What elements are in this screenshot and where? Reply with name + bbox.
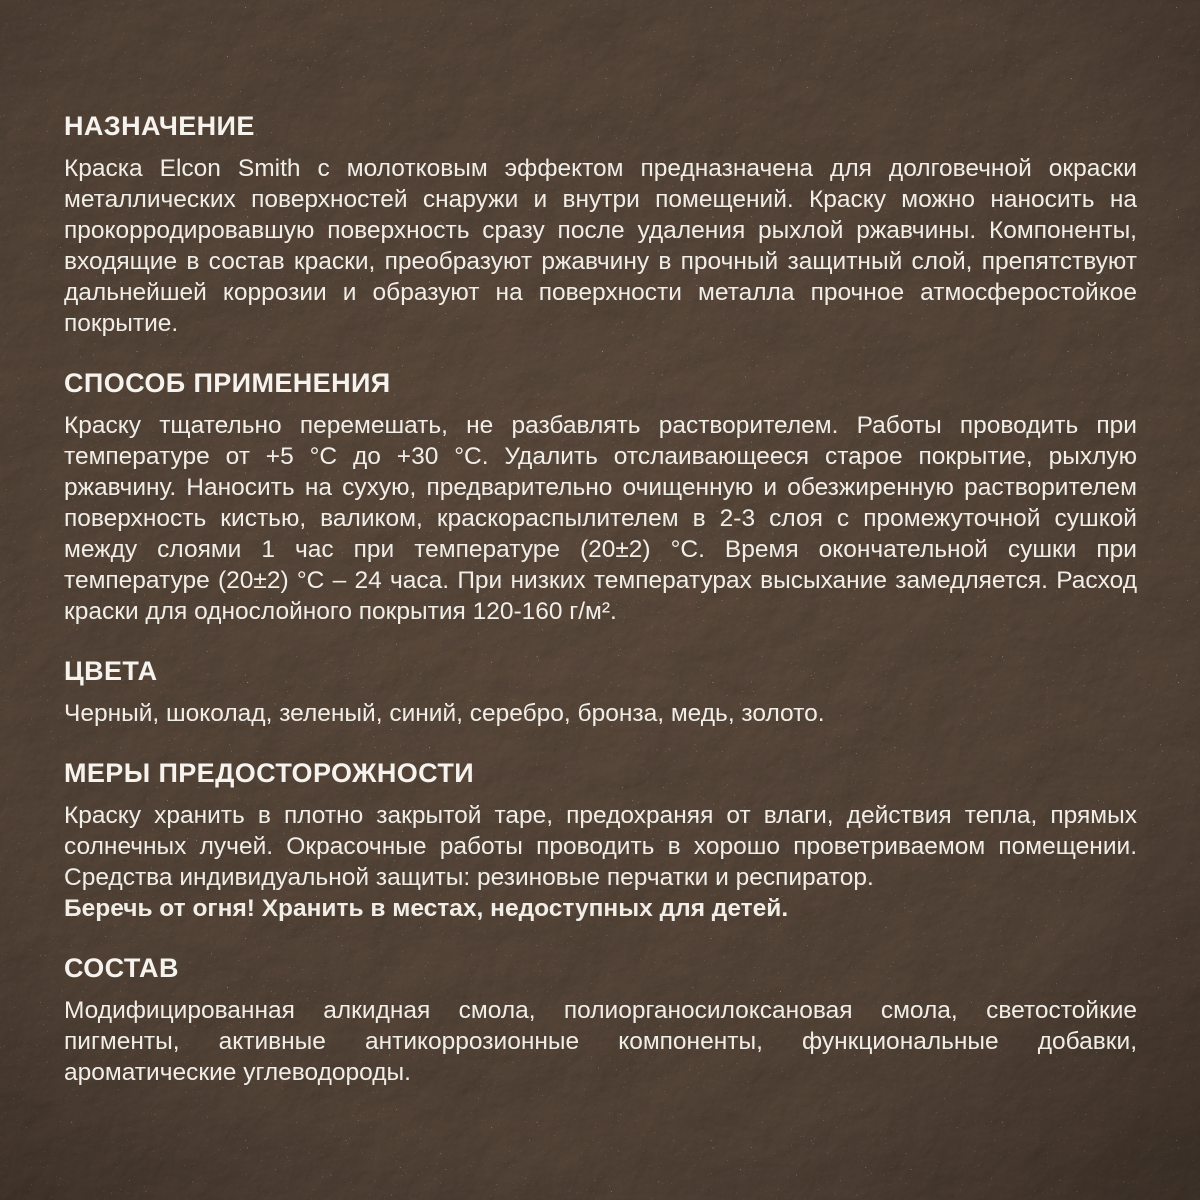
- colors-paragraph: Черный, шоколад, зеленый, синий, серебро, бронза, медь, золото.: [64, 700, 825, 727]
- fire-safety-warning: Беречь от огня! Хранить в местах, недоступных для детей.: [64, 895, 789, 922]
- purpose-paragraph: Краска Elcon Smith с молотковым эффектом предназначена для долговечной окраски металлических поверхностей снаружи и внутри помещений. Краску можно наносить на прокорродировавшую поверхность сразу после удаления рыхлой ржавчины. Компоненты, входящие в состав краски, преобразуют ржавчину в прочный защитный слой, препятствуют дальнейшей коррозии и образуют на поверхности металла прочное атмосферостойкое покрытие.: [64, 155, 1137, 337]
- section-purpose: [64, 110, 1137, 339]
- section-composition: [64, 952, 1137, 1088]
- section-precautions: [64, 757, 1137, 924]
- composition-heading: СОСТАВ: [64, 953, 179, 983]
- composition-paragraph: Модифицированная алкидная смола, полиорганосилоксановая смола, светостойкие пигменты, активные антикоррозионные компоненты, функциональные добавки, ароматические углеводороды.: [64, 997, 1137, 1086]
- purpose-heading: НАЗНАЧЕНИЕ: [64, 111, 255, 141]
- application-paragraph: Краску тщательно перемешать, не разбавлять растворителем. Работы проводить при температуре от +5 °С до +30 °С. Удалить отслаивающееся старое покрытие, рыхлую ржавчину. Наносить на сухую, предварительно очищенную и обезжиренную растворителем поверхность кистью, валиком, краскораспылителем в 2-3 слоя с промежуточной сушкой между слоями 1 час при температуре (20±2) °С. Время окончательной сушки при температуре (20±2) °С – 24 часа. При низких температурах высыхание замедляется. Расход краски для однослойного покрытия 120-160 г/м².: [64, 412, 1137, 625]
- section-application: [64, 367, 1137, 627]
- colors-heading: ЦВЕТА: [64, 656, 158, 686]
- product-label-text: [64, 110, 1137, 1116]
- section-colors: [64, 655, 1137, 729]
- application-heading: СПОСОБ ПРИМЕНЕНИЯ: [64, 368, 391, 398]
- precautions-paragraph: Краску хранить в плотно закрытой таре, предохраняя от влаги, действия тепла, прямых солнечных лучей. Окрасочные работы проводить в хорошо проветриваемом помещении. Средства индивидуальной защиты: резиновые перчатки и респиратор.: [64, 802, 1137, 891]
- precautions-heading: МЕРЫ ПРЕДОСТОРОЖНОСТИ: [64, 758, 475, 788]
